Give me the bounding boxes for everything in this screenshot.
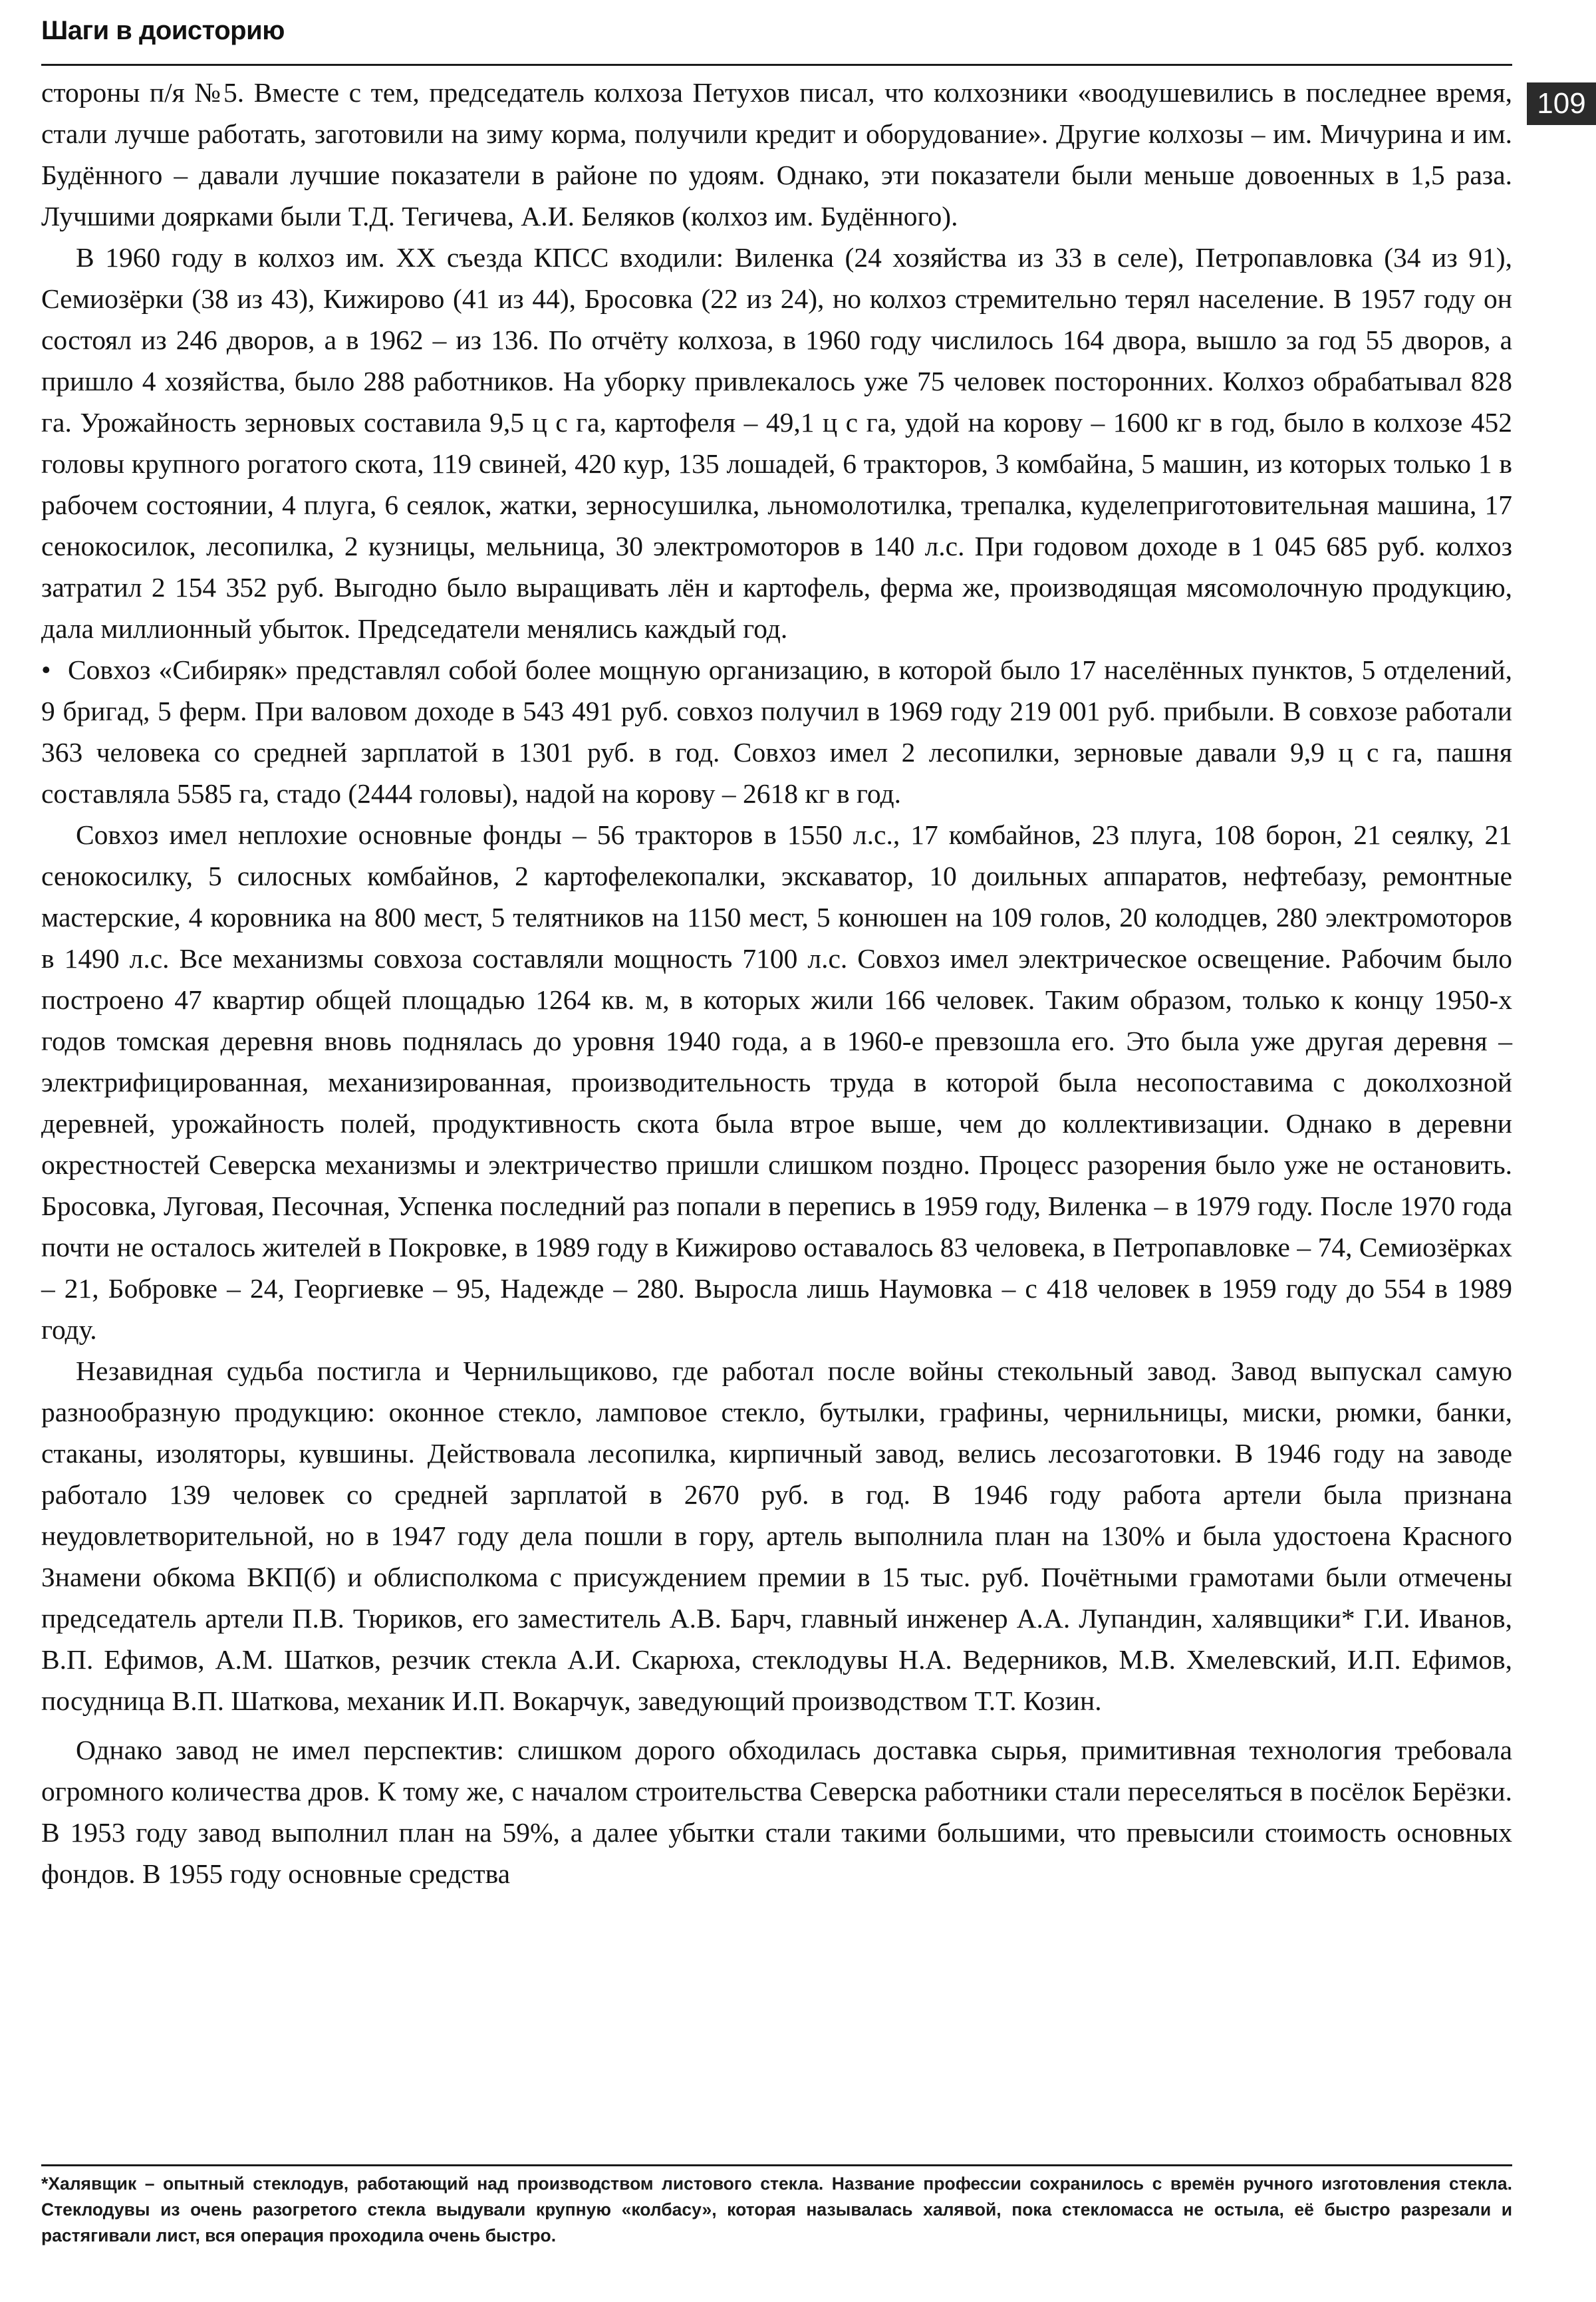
paragraph-continuation: стороны п/я №5. Вместе с тем, председатель колхоза Петухов писал, что колхозники «воодушевились в последнее время, стали лучше работать, заготовили на зиму корма, получили кредит и оборудование». Другие колхозы – им. Мичурина и им. Будённого – давали лучшие показатели в районе по удоям. Однако, эти показатели были меньше довоенных в 1,5 раза. Лучшими доярками были Т.Д. Тегичева, А.И. Беляков (колхоз им. Будённого). (41, 77, 1512, 231)
paragraph-sovkhoz-sibiryak (41, 649, 1512, 814)
paragraph-sovkhoz-sibiryak-text: Совхоз «Сибиряк» представлял собой более мощную организацию, в которой было 17 населённых пунктов, 5 отделений, 9 бригад, 5 ферм. При валовом доходе в 543 491 руб. совхоз получил в 1969 году 219 001 руб. прибыли. В совхозе работали 363 человека со средней зарплатой в 1301 руб. в год. Совхоз имел 2 лесопилки, зерновые давали 9,9 ц с га, пашня составляла 5585 га, стадо (2444 головы), надой на корову – 2618 кг в год. (41, 654, 1512, 809)
paragraph-factory-decline: Однако завод не имел перспектив: слишком дорого обходилась доставка сырья, примитивная технология требовала огромного количества дров. К тому же, с началом строительства Северска работники стали переселяться в посёлок Берёзки. В 1953 году завод выполнил план на 59%, а далее убытки стали такими большими, что превысили стоимость основных фондов. В 1955 году основные средства (41, 1735, 1512, 1889)
paragraph-glass-factory: Незавидная судьба постигла и Чернильщиково, где работал после войны стекольный завод. Завод выпускал самую разнообразную продукцию: оконное стекло, ламповое стекло, бутылки, графины, чернильницы, миски, рюмки, банки, стаканы, изоляторы, кувшины. Действовала лесопилка, кирпичный завод, велись лесозаготовки. В 1946 году на заводе работало 139 человек со средней зарплатой в 2670 руб. в год. В 1946 году работа артели была признана неудовлетворительной, но в 1947 году дела пошли в гору, артель выполнила план на 130% и была удостоена Красного Знамени обкома ВКП(б) и облисполкома с присуждением премии в 15 тыс. руб. Почётными грамотами были отмечены председатель артели П.В. Тюриков, его заместитель А.В. Барч, главный инженер А.А. Лупандин, халявщики* Г.И. Иванов, В.П. Ефимов, А.М. Шатков, резчик стекла А.И. Скарюха, стеклодувы Н.А. Ведерников, М.В. Хмелевский, И.П. Ефимов, посудница В.П. Шаткова, механик И.П. Вокарчук, заведующий производством Т.Т. Козин. (41, 1356, 1512, 1716)
header-rule (41, 64, 1512, 66)
page-number-tab: 109 (1527, 82, 1596, 125)
running-head: Шаги в доисторию (41, 16, 285, 45)
footnote-rule (41, 2164, 1512, 2166)
bullet-icon: • (41, 654, 51, 685)
footnote: *Халявщик – опытный стеклодув, работающий над производством листового стекла. Название профессии сохранилось с времён ручного изготовления стекла. Стеклодувы из очень разогретого стекла выдували крупную «колбасу», которая называлась халявой, пока стекломасса не остыла, её быстро разрезали и растягивали лист, вся операция проходила очень быстро. (41, 2174, 1512, 2245)
body-text (41, 72, 1512, 1894)
paragraph-sovkhoz-funds: Совхоз имел неплохие основные фонды – 56 тракторов в 1550 л.с., 17 комбайнов, 23 плуга, 108 борон, 21 сеялку, 21 сенокосилку, 5 силосных комбайнов, 2 картофелекопалки, экскаватор, 10 доильных аппаратов, нефтебазу, ремонтные мастерские, 4 коровника на 800 мест, 5 телятников на 1150 мест, 5 конюшен на 109 голов, 20 колодцев, 280 электромоторов в 1490 л.с. Все механизмы совхоза составляли мощность 7100 л.с. Совхоз имел электрическое освещение. Рабочим было построено 47 квартир общей площадью 1264 кв. м, в которых жили 166 человек. Таким образом, только к концу 1950-х годов томская деревня вновь поднялась до уровня 1940 года, а в 1960-е превзошла его. Это была уже другая деревня – электрифицированная, механизированная, производительность труда в которой была несопоставима с доколхозной деревней, урожайность полей, продуктивность скота была втрое выше, чем до коллективизации. Однако в деревни окрестностей Северска механизмы и электричество пришли слишком поздно. Процесс разорения было уже не остановить. Бросовка, Луговая, Песочная, Успенка последний раз попали в перепись в 1959 году, Виленка – в 1979 году. После 1970 года почти не осталось жителей в Покровке, в 1989 году в Кижирово оставалось 83 человека, в Петропавловке – 74, Семиозёрках – 21, Бобровке – 24, Георгиевке – 95, Надежде – 280. Выросла лишь Наумовка – с 418 человек в 1959 году до 554 в 1989 году. (41, 819, 1512, 1345)
paragraph-kolkhoz-1960: В 1960 году в колхоз им. XX съезда КПСС входили: Виленка (24 хозяйства из 33 в селе), Петропавловка (34 из 91), Семиозёрки (38 из 43), Кижирово (41 из 44), Бросовка (22 из 24), но колхоз стремительно терял население. В 1957 году он состоял из 246 дворов, а в 1962 – из 136. По отчёту колхоза, в 1960 году числилось 164 двора, вышло за год 55 дворов, а пришло 4 хозяйства, было 288 работников. На уборку привлекалось уже 75 человек посторонних. Колхоз обрабатывал 828 га. Урожайность зерновых составила 9,5 ц с га, картофеля – 49,1 ц с га, удой на корову – 1600 кг в год, было в колхозе 452 головы крупного рогатого скота, 119 свиней, 420 кур, 135 лошадей, 6 тракторов, 3 комбайна, 5 машин, из которых только 1 в рабочем состоянии, 4 плуга, 6 сеялок, жатки, зерносушилка, льномолотилка, трепалка, куделеприготовительная машина, 17 сенокосилок, лесопилка, 2 кузницы, мельница, 30 электромоторов в 140 л.с. При годовом доходе в 1 045 685 руб. колхоз затратил 2 154 352 руб. Выгодно было выращивать лён и картофель, ферма же, производящая мясомолочную продукцию, дала миллионный убыток. Председатели менялись каждый год. (41, 242, 1512, 644)
